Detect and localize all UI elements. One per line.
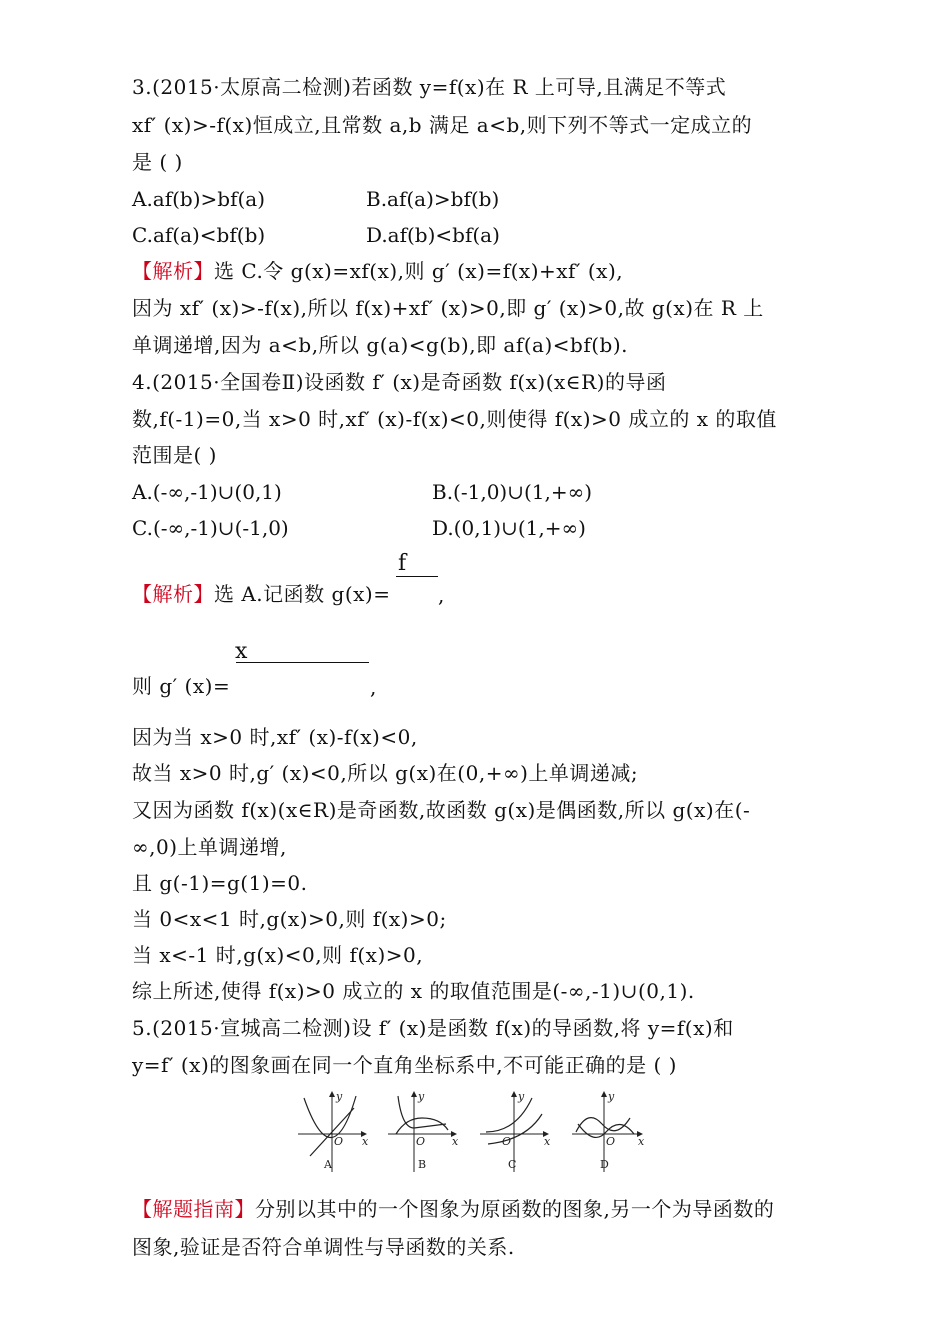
graph-c <box>480 1090 551 1172</box>
graph-c-curve-1 <box>486 1098 532 1132</box>
q4-stem-line-1: 4.(2015·全国卷Ⅱ)设函数 f′ (x)是奇函数 f(x)(x∈R)的导函 <box>132 370 667 394</box>
q3-analysis-line-3: 单调递增,因为 a<b,所以 g(a)<g(b),即 af(a)<bf(b). <box>132 333 629 357</box>
q4-analysis-comma-2: , <box>370 675 377 699</box>
graph-d-x-label: x <box>638 1135 645 1148</box>
graph-a-x-label: x <box>362 1135 369 1148</box>
q4-step-6: 当 0<x<1 时,g(x)>0,则 f(x)>0; <box>132 907 447 931</box>
q5-stem-line-2: y=f′ (x)的图象画在同一个直角坐标系中,不可能正确的是 ( ) <box>132 1053 677 1077</box>
graph-a <box>298 1090 369 1172</box>
guide-tag: 【解题指南】 <box>132 1197 255 1221</box>
graph-c-x-label: x <box>544 1135 551 1148</box>
q4-step-2: 故当 x>0 时,g′ (x)<0,所以 g(x)在(0,+∞)上单调递减; <box>132 761 639 785</box>
q4-option-c: C.(-∞,-1)∪(-1,0) <box>132 516 289 540</box>
graph-d-y-label: y <box>608 1090 615 1103</box>
q4-step-8: 综上所述,使得 f(x)>0 成立的 x 的取值范围是(-∞,-1)∪(0,1). <box>132 979 695 1003</box>
q5-stem-line-1: 5.(2015·宣城高二检测)设 f′ (x)是函数 f(x)的导函数,将 y=f(x)和 <box>132 1016 734 1040</box>
q4-analysis-line-1 <box>132 581 390 607</box>
q4-option-b: B.(-1,0)∪(1,+∞) <box>432 480 593 504</box>
fraction-2-numerator: x <box>235 639 248 664</box>
q5-guide-line-1 <box>132 1196 774 1222</box>
q4-step-1: 因为当 x>0 时,xf′ (x)-f(x)<0, <box>132 725 418 749</box>
q4-analysis-comma-1: , <box>438 583 445 607</box>
q3-stem-line-3: 是 ( ) <box>132 150 183 174</box>
graph-d-caption: D <box>600 1158 609 1171</box>
q3-option-d: D.af(b)<bf(a) <box>366 223 500 247</box>
q4-step-7: 当 x<-1 时,g(x)<0,则 f(x)>0, <box>132 943 424 967</box>
graph-c-curve-2 <box>488 1114 542 1144</box>
q4-option-d: D.(0,1)∪(1,+∞) <box>432 516 586 540</box>
q3-stem-line-2: xf′ (x)>-f(x)恒成立,且常数 a,b 满足 a<b,则下列不等式一定成立的 <box>132 113 753 137</box>
graph-a-y-label: y <box>336 1090 343 1103</box>
fraction-1-bar <box>396 576 438 577</box>
q4-step-3: 又因为函数 f(x)(x∈R)是奇函数,故函数 g(x)是偶函数,所以 g(x)在(- <box>132 798 751 822</box>
q4-stem-line-2: 数,f(-1)=0,当 x>0 时,xf′ (x)-f(x)<0,则使得 f(x)>0 成立的 x 的取值 <box>132 407 777 431</box>
q4-analysis-line-2: 则 g′ (x)= <box>132 674 231 698</box>
q3-analysis-line-2: 因为 xf′ (x)>-f(x),所以 f(x)+xf′ (x)>0,即 g′ (x)>0,故 g(x)在 R 上 <box>132 296 764 320</box>
graph-c-caption: C <box>508 1158 517 1171</box>
graph-b-y-label: y <box>418 1090 425 1103</box>
graph-a-origin-label: O <box>334 1135 344 1148</box>
graph-d-origin-label: O <box>606 1135 616 1148</box>
q3-analysis-text-1: 选 C.令 g(x)=xf(x),则 g′ (x)=f(x)+xf′ (x), <box>214 259 624 283</box>
q4-step-5: 且 g(-1)=g(1)=0. <box>132 871 308 895</box>
q4-step-4: ∞,0)上单调递增, <box>132 835 287 859</box>
q3-option-b: B.af(a)>bf(b) <box>366 187 500 211</box>
graph-d <box>572 1090 645 1172</box>
graph-b-caption: B <box>418 1158 427 1171</box>
q3-option-c: C.af(a)<bf(b) <box>132 223 266 247</box>
graph-a-curve <box>304 1096 356 1138</box>
fraction-1-numerator: f <box>398 551 407 576</box>
graph-b <box>388 1090 459 1172</box>
graph-c-origin-label: O <box>502 1135 512 1148</box>
q3-option-a: A.af(b)>bf(a) <box>132 187 266 211</box>
q3-analysis-line-1 <box>132 258 623 284</box>
graph-b-x-label: x <box>452 1135 459 1148</box>
q5-graph-svg <box>290 1088 660 1176</box>
analysis-tag: 【解析】 <box>132 582 214 606</box>
q4-analysis-text-1: 选 A.记函数 g(x)= <box>214 582 391 606</box>
fraction-2-bar <box>236 662 369 663</box>
analysis-tag: 【解析】 <box>132 259 214 283</box>
q4-option-a: A.(-∞,-1)∪(0,1) <box>132 480 282 504</box>
q5-guide-line-2: 图象,验证是否符合单调性与导函数的关系. <box>132 1235 515 1259</box>
q5-guide-text-1: 分别以其中的一个图象为原函数的图象,另一个为导函数的 <box>255 1197 775 1221</box>
graph-b-origin-label: O <box>416 1135 426 1148</box>
graph-c-y-label: y <box>518 1090 525 1103</box>
q4-stem-line-3: 范围是( ) <box>132 443 217 467</box>
graph-a-caption: A <box>324 1158 332 1171</box>
q5-graph-figure <box>290 1088 660 1176</box>
q3-stem-line-1: 3.(2015·太原高二检测)若函数 y=f(x)在 R 上可导,且满足不等式 <box>132 75 727 99</box>
